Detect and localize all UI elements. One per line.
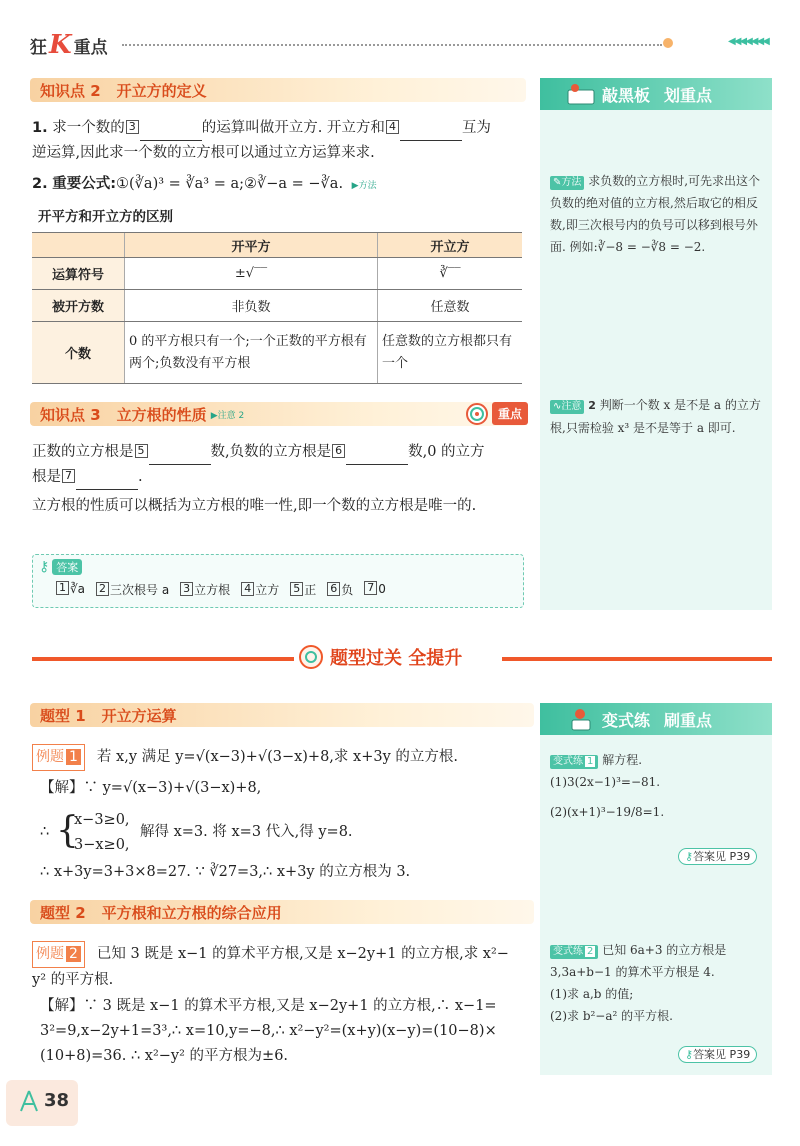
practice-part: (1)求 a,b 的值; xyxy=(550,987,634,1001)
tag-text: 变式练 xyxy=(553,756,583,767)
blank-number: 3 xyxy=(126,120,139,134)
table-title: 开平方和开立方的区别 xyxy=(38,209,173,225)
practice-question: 已知 6a+3 的立方根是 3,3a+b−1 的算术平方根是 4. xyxy=(550,943,727,979)
text: 求一个数的 xyxy=(52,120,125,136)
table-row xyxy=(32,290,522,322)
practice-tag xyxy=(550,945,598,959)
answers-list xyxy=(55,581,386,598)
inequality: 3−x≥0, xyxy=(74,837,130,853)
inequality: x−3≥0, xyxy=(74,812,130,828)
kp3-paragraph-2: 立方根的性质可以概括为立方根的唯一性,即一个数的立方根是唯一的. xyxy=(32,498,477,514)
question: y² 的平方根. xyxy=(32,972,114,988)
solution-2 xyxy=(40,994,524,1069)
text: 例题 xyxy=(36,946,64,962)
kp2-title: 开立方的定义 xyxy=(116,81,207,100)
note-text: 判断一个数 x 是不是 a 的立方根,只需检验 x³ 是不是等于 a 即可. xyxy=(550,398,761,435)
header-text: 划重点 xyxy=(664,85,713,105)
formula-label: 重要公式: xyxy=(52,176,117,192)
table-cell: 运算符号 xyxy=(32,258,125,290)
answer-text: 立方 xyxy=(255,583,280,597)
answer-number: 4 xyxy=(241,582,254,596)
logo-k: K xyxy=(49,30,72,60)
key-point-badge xyxy=(466,402,528,425)
kp3-paragraph-1 xyxy=(32,440,524,490)
text: 逆运算,因此求一个数的立方根可以通过立方运算来求. xyxy=(32,145,375,161)
table-row xyxy=(32,322,522,384)
practice-question: 解方程. xyxy=(602,753,643,767)
table-header xyxy=(32,233,125,258)
blank-number: 7 xyxy=(62,469,75,483)
brand-logo xyxy=(30,30,108,60)
method-tag: ▶方法 xyxy=(351,181,377,191)
table-cell: 个数 xyxy=(32,322,125,384)
example-label xyxy=(32,941,85,968)
blank-number: 6 xyxy=(332,444,345,458)
solution-1-line-3: ∴ x+3y=3+3×8=27. ∵ ∛27=3,∴ x+3y 的立方根为 3. xyxy=(40,864,411,880)
answer-item xyxy=(240,581,279,598)
ref-text: 答案见 P39 xyxy=(693,1048,751,1061)
fill-blank[interactable] xyxy=(346,446,408,465)
question: 已知 3 既是 x−1 的算术平方根,又是 x−2y+1 的立方根,求 x²− xyxy=(96,946,509,962)
fill-blank[interactable] xyxy=(140,122,202,141)
table-cell: 非负数 xyxy=(125,290,378,322)
answer-text: ∛a xyxy=(70,582,85,596)
page-number: 38 xyxy=(44,1090,70,1111)
fill-blank[interactable] xyxy=(400,122,462,141)
header-dotted-rule xyxy=(122,44,662,46)
text: 的运算叫做开立方. 开立方和 xyxy=(201,120,385,136)
answer-text: 正 xyxy=(304,583,317,597)
text: 正数的立方根是 xyxy=(32,444,134,460)
header-dot-icon xyxy=(663,38,673,48)
kp2-item2 xyxy=(32,172,524,199)
compass-icon xyxy=(16,1088,42,1114)
divider-text: 题型过关 全提升 xyxy=(330,648,463,669)
answer-number: 7 xyxy=(364,581,377,595)
answer-text: 0 xyxy=(378,582,386,596)
header-text: 敲黑板 xyxy=(602,85,651,105)
pulse-icon: ∿ xyxy=(553,401,562,412)
practice-number: 2 xyxy=(587,946,594,957)
blank-number: 4 xyxy=(386,120,399,134)
logo-text-a: 狂 xyxy=(30,37,47,58)
answer-text: 立方根 xyxy=(194,583,231,597)
practice-part: (2)求 b²−a² 的平方根. xyxy=(550,1009,673,1023)
header-text: 变式练 xyxy=(602,710,651,730)
item-number: 2. xyxy=(32,176,48,192)
key-icon: ⚷ xyxy=(685,1048,694,1061)
method-note xyxy=(550,170,764,258)
blackboard-icon xyxy=(566,82,596,106)
comparison-table xyxy=(32,232,522,384)
answer-item xyxy=(289,581,316,598)
answer-number: 3 xyxy=(180,582,193,596)
page-number-block xyxy=(6,1080,78,1126)
brace-symbol: { xyxy=(56,810,79,851)
answer-number: 5 xyxy=(290,582,303,596)
logo-text-b: 重点 xyxy=(73,37,108,58)
answers-header xyxy=(39,559,82,575)
key-icon: ⚷ xyxy=(39,559,50,575)
answer-text: 负 xyxy=(341,583,354,597)
tag-text: 方法 xyxy=(561,177,582,188)
answer-number: 6 xyxy=(327,582,340,596)
answer-item xyxy=(55,581,85,598)
answer-item xyxy=(95,581,169,598)
question: 若 x,y 满足 y=√(x−3)+√(3−x)+8,求 x+3y 的立方根. xyxy=(96,749,458,765)
formula: ①(∛a)³ = ∛a³ = a;②∛−a = −∛a. xyxy=(116,176,344,192)
text: 数,负数的立方根是 xyxy=(210,444,332,460)
divider-left xyxy=(32,657,294,661)
text: . xyxy=(138,469,143,485)
example-number: 1 xyxy=(66,749,81,765)
example-number: 2 xyxy=(66,946,81,962)
solution-1-line-1: 【解】∵ y=√(x−3)+√(3−x)+8, xyxy=(40,780,262,796)
example-label xyxy=(32,744,85,771)
section-bar-type2 xyxy=(30,900,534,924)
example-1 xyxy=(32,744,524,771)
method-tag xyxy=(550,176,584,190)
target-icon xyxy=(466,403,488,425)
text: 例题 xyxy=(36,749,64,765)
fill-blank[interactable] xyxy=(149,446,211,465)
practice-1 xyxy=(550,749,764,823)
table-header-row xyxy=(32,233,522,258)
table-cell: 被开方数 xyxy=(32,290,125,322)
note-tag: ▶注意 2 xyxy=(210,410,245,421)
answer-text: 三次根号 a xyxy=(110,583,170,597)
therefore-symbol: ∴ xyxy=(40,824,50,840)
answer-number: 2 xyxy=(96,582,109,596)
type2-title: 平方根和立方根的综合应用 xyxy=(101,903,282,922)
attention-note xyxy=(550,394,764,439)
badge-label: 重点 xyxy=(492,402,528,425)
table-header: 开立方 xyxy=(378,233,523,258)
table-cell: 0 的平方根只有一个;一个正数的平方根有两个;负数没有平方根 xyxy=(125,322,378,384)
type1-label: 题型 1 xyxy=(40,706,86,725)
table-cell: 任意数的立方根都只有一个 xyxy=(378,322,523,384)
note-tag xyxy=(550,400,584,414)
table-cell: 任意数 xyxy=(378,290,523,322)
practice-tag xyxy=(550,755,598,769)
solution-1-system xyxy=(40,808,524,858)
type2-label: 题型 2 xyxy=(40,903,86,922)
fill-blank[interactable] xyxy=(76,471,138,490)
blank-number: 5 xyxy=(135,444,148,458)
text: 解得 x=3. 将 x=3 代入,得 y=8. xyxy=(140,824,353,840)
answer-item xyxy=(363,581,386,598)
item-number: 1. xyxy=(32,120,48,136)
table-cell: ∛‾‾ xyxy=(378,258,523,290)
side-panel-notes xyxy=(540,78,772,610)
section-bar-type1 xyxy=(30,703,534,727)
side-panel-practice xyxy=(540,703,772,1075)
method-text: 求负数的立方根时,可先求出这个负数的绝对值的立方根,然后取它的相反数,即三次根号内的负号可以移到根号外面. 例如:∛−8 = −∛8 = −2. xyxy=(550,174,761,254)
example-2 xyxy=(32,941,524,993)
answer-number: 1 xyxy=(56,581,69,595)
table-row xyxy=(32,258,522,290)
table-header: 开平方 xyxy=(125,233,378,258)
table-cell: ±√‾‾ xyxy=(125,258,378,290)
answers-label: 答案 xyxy=(52,559,82,575)
practice-part: (1)3(2x−1)³=−81. xyxy=(550,775,661,789)
answer-item xyxy=(326,581,353,598)
type1-title: 开立方运算 xyxy=(101,706,177,725)
key-icon: ⚷ xyxy=(685,850,694,863)
section-bar-kp2 xyxy=(30,78,526,102)
kp2-item1 xyxy=(32,116,524,166)
practice-2 xyxy=(550,939,764,1027)
divider-title xyxy=(298,644,462,670)
text: (10+8)=36. ∴ x²−y² 的平方根为±6. xyxy=(40,1048,289,1064)
text: 根是 xyxy=(32,469,61,485)
pen-icon: ✎ xyxy=(553,177,562,188)
student-icon xyxy=(566,707,596,731)
answer-ref-chip[interactable] xyxy=(678,1046,757,1063)
text: 数,0 的立方 xyxy=(408,444,485,460)
tag-text: 变式练 xyxy=(553,946,583,957)
practice-number: 1 xyxy=(587,756,594,767)
practice-part: (2)(x+1)³−19/8=1. xyxy=(550,805,665,819)
kp3-label: 知识点 3 xyxy=(40,405,101,424)
tag-text: 注意 xyxy=(561,401,582,412)
text: 【解】∵ 3 既是 x−1 的算术平方根,又是 x−2y+1 的立方根,∴ x−1= xyxy=(40,998,497,1014)
spiral-icon xyxy=(298,644,324,670)
side-panel-header xyxy=(540,78,772,110)
ref-text: 答案见 P39 xyxy=(693,850,751,863)
header-text: 刷重点 xyxy=(664,710,713,730)
kp3-title: 立方根的性质 xyxy=(116,405,207,424)
header-arrows-icon: ◀◀◀◀◀◀◀ xyxy=(728,36,768,47)
text: 互为 xyxy=(461,120,491,136)
text: 3²=9,x−2y+1=3³,∴ x=10,y=−8,∴ x²−y²=(x+y)(x−y)=(10−8)× xyxy=(40,1023,497,1039)
answer-ref-1[interactable] xyxy=(678,845,757,864)
answer-ref-chip[interactable] xyxy=(678,848,757,865)
answer-ref-2[interactable] xyxy=(678,1043,757,1062)
answers-box xyxy=(32,554,524,608)
answer-item xyxy=(179,581,230,598)
kp2-label: 知识点 2 xyxy=(40,81,101,100)
note-number: 2 xyxy=(588,399,596,412)
side-panel-header xyxy=(540,703,772,735)
divider-right xyxy=(502,657,772,661)
section-bar-kp3 xyxy=(30,402,526,426)
